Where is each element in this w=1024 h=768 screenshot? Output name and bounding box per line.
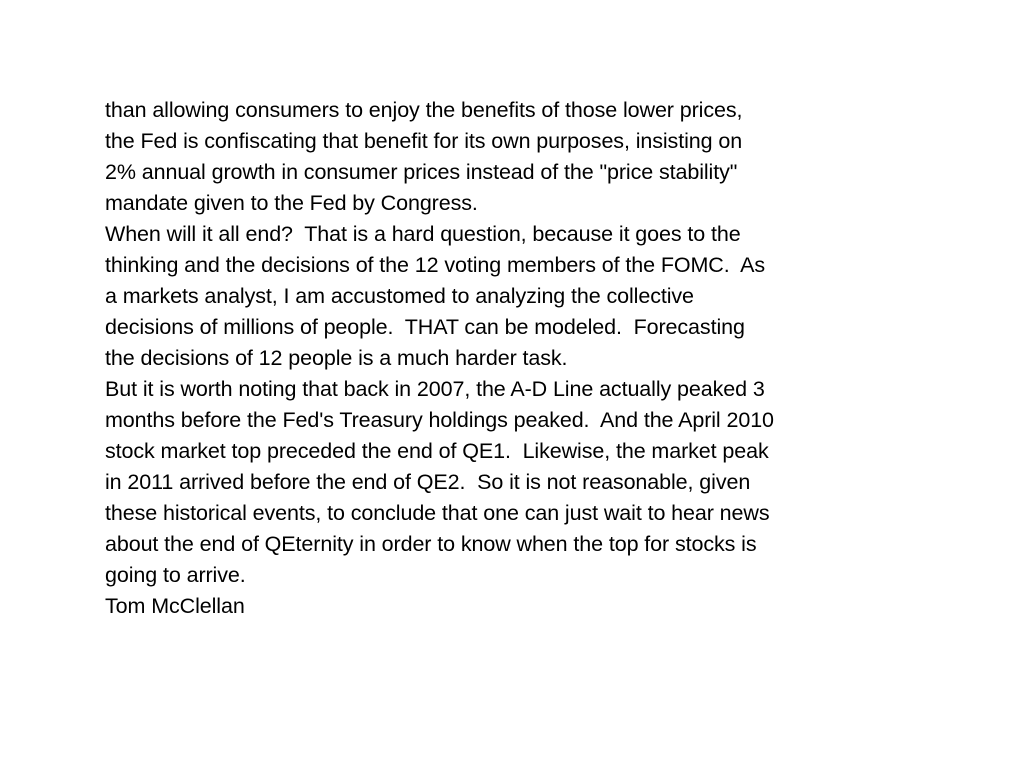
text-line: the decisions of 12 people is a much harder task. (105, 346, 568, 370)
text-line: 2% annual growth in consumer prices instead of the "price stability" (105, 160, 738, 184)
text-line: a markets analyst, I am accustomed to analyzing the collective (105, 284, 694, 308)
text-line: mandate given to the Fed by Congress. (105, 191, 478, 215)
text-line: months before the Fed's Treasury holdings peaked. And the April 2010 (105, 408, 774, 432)
text-line: than allowing consumers to enjoy the benefits of those lower prices, (105, 98, 743, 122)
text-line: decisions of millions of people. THAT can be modeled. Forecasting (105, 315, 745, 339)
paragraph-fed-prices (105, 95, 925, 219)
text-line: stock market top preceded the end of QE1. Likewise, the market peak (105, 439, 769, 463)
article-text (105, 95, 925, 622)
paragraph-historical-events (105, 374, 925, 591)
text-line: But it is worth noting that back in 2007, the A-D Line actually peaked 3 (105, 377, 765, 401)
text-line: thinking and the decisions of the 12 voting members of the FOMC. As (105, 253, 766, 277)
text-line: going to arrive. (105, 563, 246, 587)
text-line: about the end of QEternity in order to know when the top for stocks is (105, 532, 757, 556)
text-line: the Fed is confiscating that benefit for its own purposes, insisting on (105, 129, 743, 153)
text-line: these historical events, to conclude that one can just wait to hear news (105, 501, 770, 525)
text-line: When will it all end? That is a hard question, because it goes to the (105, 222, 741, 246)
author-signature: Tom McClellan (105, 594, 245, 618)
text-line: in 2011 arrived before the end of QE2. So it is not reasonable, given (105, 470, 751, 494)
paragraph-when-end (105, 219, 925, 374)
